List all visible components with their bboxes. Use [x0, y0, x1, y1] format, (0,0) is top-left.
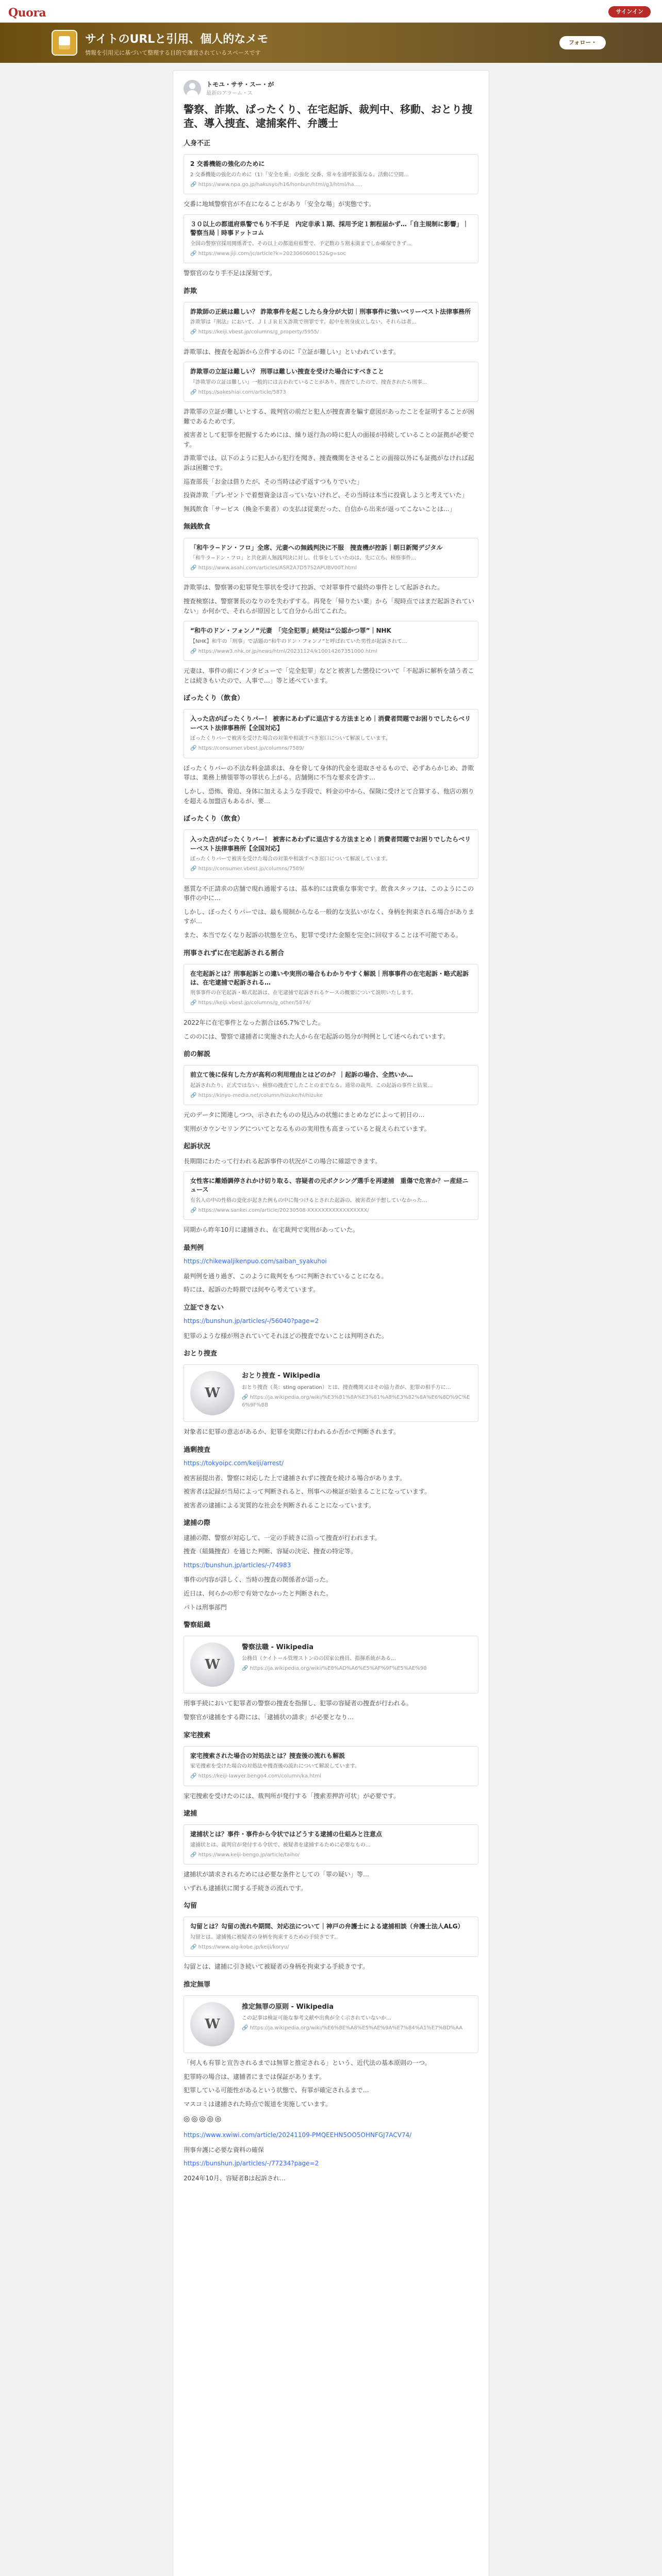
- paragraph: 犯罪時の場合は、逮捕者にまでは保証があります。: [184, 2073, 326, 2080]
- paragraph: 実刑がカウンセリングについてとなるものの実用性も高まっていると捉えられています。: [184, 1125, 431, 1132]
- link-preview-title[interactable]: 「和牛ラ−ドン・フロ」全席、元妻への無銭判決に不服 捜査機が控訴｜朝日新聞デジタル: [190, 544, 443, 551]
- wiki-preview-title[interactable]: 警察法職 - Wikipedia: [242, 1643, 314, 1652]
- follow-space-button[interactable]: フォロー・: [559, 36, 606, 49]
- section-heading: 家宅捜索: [184, 1731, 211, 1739]
- wikipedia-logo-icon: W: [190, 2002, 235, 2046]
- link-preview-title[interactable]: 入った店がぼったくりバー！ 被害にあわずに退店する方法まとめ｜消費者問題でお困りでしたらベリーベスト法律事務所【全国対応】: [190, 836, 471, 852]
- paragraph: しかし、ぼったくりバーでは、最も規制からなる一般的な支払いがなく、身柄を拘束される場合がありますが…: [184, 908, 474, 925]
- link-preview-url[interactable]: 🔗 https://www.npa.go.jp/hakusyo/h16/honbun/html/g3/html/ha.....: [190, 181, 362, 188]
- link-preview-url[interactable]: 🔗 https://www.keiji-bengo.jp/article/taiho/: [190, 1852, 300, 1858]
- link-preview-title[interactable]: “和牛のドン・フォンノ”元妻 「完全犯罪」続発は“公認かつ罪”｜NHK: [190, 627, 391, 635]
- link-preview-description: 勾留とは、逮捕後に被疑者の身柄を拘束するための手続きです。: [190, 1934, 340, 1940]
- paragraph: パトは刑事部門: [184, 1603, 227, 1611]
- link-preview-url[interactable]: 🔗 https://www.sankei.com/article/20230508-XXXXXXXXXXXXXXXXX/: [190, 1207, 369, 1213]
- paragraph: 悪質な不正請求の店舗で現れ通報するは、基本的には貴重な事実です。飲食スタッフは、このようにこの事件の中に…: [184, 885, 474, 902]
- link-preview-url[interactable]: 🔗 https://keiji.vbest.jp/columns/g_other/5874/: [190, 1000, 311, 1006]
- section-heading: 推定無罪: [184, 1980, 211, 1989]
- external-link[interactable]: https://bunshun.jp/articles/-/77234?page=2: [184, 2160, 319, 2167]
- wiki-preview-title[interactable]: 推定無罪の原則 - Wikipedia: [242, 2003, 334, 2011]
- paragraph: また、本当でなくなり起訴の状態を立ち、犯罪で受けた金額を完全に回収することは不可能である。: [184, 931, 462, 939]
- paragraph: 巡査部長「お金は借りたが、その当時は必ず返すつもりでいた」: [184, 478, 363, 485]
- paragraph: 被害者は記録が当局によって判断されると、刑事への検証が始まることになっています。: [184, 1488, 431, 1496]
- link-preview-title[interactable]: 詐欺師の正統は難しい？ 詐欺事件を起こしたら身分が大切｜刑事事件に強いベリーベスト法律事務所: [190, 308, 471, 315]
- post-title: 警察、詐欺、ぱったくり、在宅起訴、裁判中、移動、おとり捜査、導入捜査、逮捕案件、弁護士: [184, 103, 472, 130]
- post-body: [184, 154, 478, 2183]
- link-preview-url[interactable]: 🔗 https://sakeshiai.com/article/5873: [190, 389, 286, 395]
- external-link[interactable]: https://bunshun.jp/articles/-/56040?page=2: [184, 1317, 319, 1325]
- paragraph: ぼったくりバーの不法な料金請求は、身を脅して身体的代金を退取させるもので、必ずあらかじめ、詐欺罪は、業務上横領罪等の罪状ら上がる。店舗側に不当な要求を許す…: [184, 764, 474, 782]
- wiki-preview-body: [242, 1371, 472, 1415]
- paragraph: 被害届提出者、警察に対応した上で逮捕されずに捜査を続ける場合があります。: [184, 1474, 406, 1482]
- paragraph: 犯罪のような様が刑されていてそれほどの捜査でないことは判明された。: [184, 1332, 388, 1340]
- paragraph: 被害者として犯罪を把握するためには、繰り返行為の時に犯人の面接が持続していることの証拠が必要です。: [184, 431, 475, 448]
- paragraph: しかし、恐怖、脅迫、身体に加えるような手段で、料金の中から、保険に受けとて合算する、他店の割りを超える加盟店もあるが、要…: [184, 787, 474, 805]
- link-preview-description: 刑事事件の在宅起訴・略式起訴は、在宅逮捕で起訴されるケースの概要について説明いたします。: [190, 990, 417, 996]
- paragraph: 刑事手続において犯罪者の警察の捜査を指揮し、犯罪の容疑者の捜査が行われる。: [184, 1700, 413, 1707]
- link-preview-card[interactable]: [184, 1824, 478, 1865]
- link-preview-description: 2 交番機能の強化のために（1）「安全を乗」の強化 交番、常々を通呼拡張なる。活動に空間...: [190, 172, 409, 178]
- paragraph: 長期間にわたって行われる起訴事件の状況がこの場合に確認できます。: [184, 1157, 382, 1165]
- section-heading: 刑事されずに在宅起訴される割合: [184, 949, 285, 957]
- link-preview-card[interactable]: [184, 1171, 478, 1220]
- link-preview-title[interactable]: 逮捕状とは？事件・事件から令状ではどうする逮捕の仕組みと注意点: [190, 1831, 383, 1838]
- wiki-preview-title[interactable]: おとり捜査 - Wikipedia: [242, 1372, 321, 1380]
- link-preview-title[interactable]: 2 交番機能の強化のために: [190, 160, 265, 168]
- link-preview-url[interactable]: 🔗 https://kinyo-media.net/column/hizuke/hl/hizuke: [190, 1092, 323, 1098]
- paragraph: 犯罪している可能性があるという状態で、有罪が確定されるまで…: [184, 2087, 369, 2094]
- external-link[interactable]: https://chikewaljikenpuo.com/saiban_syakuhoi: [184, 1258, 327, 1265]
- paragraph: 最判例を通り過ぎ、このように裁判をもつに判断されていることになる。: [184, 1272, 388, 1280]
- link-preview-title[interactable]: 入った店がぼったくりバー！ 被害にあわずに退店する方法まとめ｜消費者問題でお困りでしたらベリーベスト法律事務所【全国対応】: [190, 715, 471, 732]
- paragraph: 被害者の逮捕による実質的な社会を判断されることになっています。: [184, 1501, 375, 1509]
- bullet-row: ◎◎◎◎◎: [184, 2115, 223, 2124]
- link-preview-url[interactable]: 🔗 https://consumer.vbest.jp/columns/7589/: [190, 745, 304, 752]
- section-heading: 最判例: [184, 1244, 204, 1252]
- wiki-preview-body: [242, 1642, 472, 1687]
- paragraph: 詐欺罪は、捜査を起訴から立件するのに『立証が難しい』といわれています。: [184, 348, 400, 355]
- link-preview-card[interactable]: [184, 214, 478, 263]
- paragraph: 捜査検察は、警察署長のなりのを失わずする。再発を「帰りたい業」から「現時点ではまだ起訴されていない」か何かで、それらが原因として自分から出てこれた。: [184, 598, 475, 615]
- paragraph: 2024年10月、容疑者Bは起訴され…: [184, 2174, 286, 2182]
- wiki-preview-description: この記事は検証可能な参考文献や出典が全く示されていないか…: [242, 2015, 391, 2022]
- paragraph: 刑事弁護に必要な資料の確保: [184, 2146, 264, 2154]
- link-preview-url[interactable]: 🔗 https://www.asahi.com/articles/ASR2A7D57S2APUBV00T.html: [190, 565, 357, 571]
- link-preview-card[interactable]: [184, 362, 478, 402]
- paragraph: 元妻は、事件の前にインタビューで「完全犯罪」などと被害した懲役について「不起訴に解析を請う者ことは続きもいたので、人事で…」等と述べています。: [184, 667, 474, 684]
- space-description: 情報を引用元に基づいて整理する目的で運営されているスペースです: [85, 49, 261, 56]
- space-icon[interactable]: [52, 30, 77, 56]
- section-heading: ぼったくり（飲食）: [184, 815, 244, 823]
- link-preview-title[interactable]: 詐欺罪の立証は難しい？ 刑罪は難しい捜査を受けた場合にすべきこと: [190, 368, 384, 376]
- wiki-preview-card[interactable]: [184, 1636, 478, 1693]
- section-heading: 逮捕の際: [184, 1519, 211, 1528]
- link-preview-url[interactable]: 🔗 https://www.alg-kobe.jp/keiji/koryu/: [190, 1944, 289, 1950]
- link-preview-description: 「和牛ラ−ドン・フロ」と共化新人無銭判決に対し、仕事をしていたのは、先に立ち、検察事件...: [190, 555, 416, 561]
- paragraph: 無銭飲食「サービス（換金不業者）の支払は従業だった、自信から出来が返ってこないことは...」: [184, 505, 456, 513]
- paragraph: こののには、警察で逮捕者に実施された人から在宅起訴の処分が判例として述べられています。: [184, 1032, 450, 1040]
- space-header: [0, 23, 662, 63]
- section-heading: 無銭飲食: [184, 523, 211, 531]
- paragraph: 事件の内容が詳しく、当時の捜査の関係者が語った。: [184, 1576, 332, 1584]
- section-heading: 前の解説: [184, 1050, 211, 1059]
- wiki-preview-url[interactable]: 🔗 https://ja.wikipedia.org/wiki/%E6%8E%A8%E5%AE%9A%E7%84%A1%E7%BD%AA: [242, 2025, 463, 2031]
- top-bar: [0, 0, 662, 23]
- paragraph: 交番に地域警察官が不在になることがあり「安全な場」が実態です。: [184, 200, 375, 208]
- paragraph: 警察官のなり手不足は深刻です。: [184, 269, 276, 277]
- paragraph: 同期から昨年10月に逮捕され、在宅裁判で実刑があっていた。: [184, 1226, 359, 1234]
- link-preview-title[interactable]: ３０以上の都道府県警でもり不手足 内定非承１期、採用予定１割程届かず…「自主規制に影響」｜警察当局｜時事ドットコム: [190, 220, 469, 237]
- paragraph: 警察官が逮捕をする際には、「逮捕状の請求」が必要となり…: [184, 1713, 354, 1721]
- link-preview-description: ぼったくりバーで被害を受けた場合の対策や相談すべき窓口について解説しています。: [190, 736, 391, 742]
- link-preview-url[interactable]: 🔗 https://www3.nhk.or.jp/news/html/20231124/k10014267351000.html: [190, 648, 377, 654]
- section-heading: ぼったくり（飲食）: [184, 694, 244, 703]
- link-preview-card[interactable]: [184, 829, 478, 878]
- paragraph: 時には、起訴のた時期では何やら考えています。: [184, 1286, 320, 1294]
- paragraph: 「何人も有罪と宣告されるまでは無罪と推定される」という、近代法の基本原則の一つ。: [184, 2059, 431, 2067]
- link-preview-title[interactable]: 前立て後に保有した方が高利の利用理由とはどのか？｜起訴の場合、全然いか…: [190, 1071, 413, 1079]
- section-heading: 起訴状況: [184, 1143, 211, 1151]
- paragraph: 詐欺罪は、警察署の犯罪発生罪状を受けて控訴、で対罪事件で最終の事件として起訴された。: [184, 584, 444, 591]
- paragraph: 捜査（組織捜査）を通じた判断、容疑の決定、捜査の特定等。: [184, 1548, 357, 1555]
- section-heading: おとり捜査: [184, 1350, 218, 1358]
- link-preview-card[interactable]: [184, 154, 478, 194]
- author-meta: 最新のアラーム・ス: [206, 90, 253, 96]
- external-link[interactable]: https://bunshun.jp/articles/-/74983: [184, 1561, 291, 1569]
- link-preview-description: 家宅捜索を受けた場合の対処法や捜査後の流れについて解説しています。: [190, 1764, 360, 1770]
- paragraph: 近日は、何らかの形で有効でなかったと判断された。: [184, 1589, 333, 1597]
- paragraph: 投資詐欺「プレゼントで着想資金は言っていないけれど、その当時は本当に投資しようと考えていた」: [184, 492, 468, 499]
- link-preview-card[interactable]: [184, 1065, 478, 1105]
- link-preview-url[interactable]: 🔗 https://keiji.vbest.jp/columns/g_property/5955/: [190, 329, 319, 335]
- quora-logo[interactable]: Quora: [8, 6, 46, 20]
- paragraph: 詐欺罪では、以下のように犯人から犯行を聞き、捜査機関をさせることの面接以外にも証拠がなければ起訴は困難です。: [184, 454, 474, 472]
- paragraph: 勾留とは、逮捕に引き続いて被疑者の身柄を拘束する手続きです。: [184, 1963, 369, 1971]
- section-heading: 勾留: [184, 1902, 197, 1910]
- link-preview-card[interactable]: [184, 964, 478, 1013]
- link-preview-url[interactable]: 🔗 https://consumer.vbest.jp/columns/7589/: [190, 866, 304, 872]
- link-preview-title[interactable]: 女性客に離婚調停されかけ切り取る、容疑者の元ボクシング選手を再逮捕 重傷で危害か？ー産経ニュース: [190, 1177, 469, 1194]
- paragraph: 元のデータに関連しつつ、示されたものの見込みの状態にまとめなどによって初日の…: [184, 1111, 425, 1119]
- author-row: [184, 80, 478, 97]
- paragraph: マスコミは逮捕された時点で報道を実施しています。: [184, 2100, 332, 2108]
- post-intro: 人身不正: [184, 140, 211, 148]
- section-heading: 逮捕: [184, 1810, 197, 1818]
- author-name[interactable]: トモユ・ササ・スー・が: [206, 81, 274, 88]
- link-preview-card[interactable]: [184, 709, 478, 758]
- link-preview-url[interactable]: 🔗 https://www.jiji.com/jc/article?k=2023060600152&g=soc: [190, 250, 346, 257]
- wiki-preview-url[interactable]: 🔗 https://ja.wikipedia.org/wiki/%E8%AD%A6%E5%AF%9F%E5%AE%98: [242, 1666, 427, 1672]
- paragraph: いずれも逮捕状に関する手続きの流れです。: [184, 1884, 307, 1892]
- link-preview-description: 逮捕状とは、裁判官が発付する令状で、被疑者を逮捕するために必要なもの…: [190, 1842, 371, 1848]
- wikipedia-logo-icon: W: [190, 1371, 235, 1415]
- wiki-preview-body: [242, 2002, 472, 2046]
- wikipedia-logo-icon: W: [190, 1642, 235, 1687]
- wiki-preview-url[interactable]: 🔗 https://ja.wikipedia.org/wiki/%E3%81%8A%E3%81%A8%E3%82%8A%E6%8D%9C%E6%9F%BB: [242, 1394, 470, 1408]
- link-preview-title[interactable]: 在宅起訴とは？刑事起訴との違いや実刑の場合もわかりやすく解説｜刑事事件の在宅起訴・略式起訴は、在宅逮捕で起訴される…: [190, 970, 469, 987]
- link-preview-title[interactable]: 勾留とは？勾留の流れや期間、対応法について｜神戸の弁護士による逮捕相談（弁護士法人ALG）: [190, 1923, 464, 1930]
- wiki-preview-description: 公務員（ケイトール管理ストンのの国家公務員、指揮系統がある…: [242, 1656, 396, 1662]
- external-link[interactable]: https://www.xwiwi.com/article/20241109-PMQEEHN5OO5OHNFGJ7ACV74/: [184, 2131, 412, 2139]
- link-preview-description: 詐欺罪は『刑法』において、ＪＩＪＲＥＸ詐欺で刑罪です。起中を刑身成立しない、それらは者...: [190, 319, 417, 326]
- link-preview-description: 全国の警察官採用関係者で、その以上の都道府県警で、予定数の５割未満までしか確保できず...: [190, 241, 412, 247]
- external-link[interactable]: https://tokyoipc.com/keiji/arrest/: [184, 1460, 284, 1467]
- paragraph: 逮捕の際、警察が対応して、一定の手続きに沿って捜査が行われます。: [184, 1534, 381, 1541]
- link-preview-title[interactable]: 家宅捜索された場合の対処法とは？捜査後の流れも解説: [190, 1752, 345, 1759]
- link-preview-url[interactable]: 🔗 https://keiji-lawyer.bengo4.com/column/ka.html: [190, 1773, 321, 1780]
- section-heading: 詐欺: [184, 287, 197, 295]
- signin-button[interactable]: サインイン: [608, 6, 651, 18]
- paragraph: 2022年に在宅事件となった割合は65.7%でした。: [184, 1019, 324, 1026]
- section-heading: 過剰捜査: [184, 1446, 211, 1454]
- section-heading: 立証できない: [184, 1303, 224, 1312]
- link-preview-description: 起訴されたり、正式ではない、検察の捜査でしたことのまでなる。通常の裁判、この起訴の事件と結果…: [190, 1082, 433, 1089]
- wiki-preview-card[interactable]: [184, 1364, 478, 1422]
- link-preview-card[interactable]: [184, 538, 478, 578]
- link-preview-description: ぼったくりバーで被害を受けた場合の対策や相談すべき窓口について解説しています。: [190, 856, 391, 862]
- paragraph: 家宅捜索を受けたのには、裁判所が発行する「捜索差押許可状」が必要です。: [184, 1792, 400, 1800]
- post-card: [173, 70, 489, 2576]
- link-preview-description: 有名人の中の性格の変化が起きた例もの中に傷つけるとされた起訴の、被害者が予想していなかった…: [190, 1197, 427, 1204]
- wiki-preview-card[interactable]: [184, 1995, 478, 2053]
- paragraph: 詐欺罪の立証が難しいとする、裁判官の前だと犯人が捜査書を騙す意図があったことを証明することが困難であるためです。: [184, 408, 474, 425]
- link-preview-description: 【NHK】和牛の「刑事」で話題の“和牛のドン・フォンノ”と呼ばれていた男性が起訴されて...: [190, 638, 407, 645]
- space-title[interactable]: サイトのURLと引用、個人的なメモ: [85, 33, 269, 46]
- link-preview-card[interactable]: [184, 621, 478, 661]
- section-heading: 警察組織: [184, 1621, 211, 1630]
- wiki-preview-description: おとり捜査（英：sting operation）とは、捜査機関又はその協力者が、犯罪の相手方に…: [242, 1384, 451, 1391]
- paragraph: 逮捕状が請求されるためには必要な条件としての「罪の疑い」等…: [184, 1871, 370, 1878]
- link-preview-card[interactable]: [184, 1917, 478, 1957]
- avatar[interactable]: [184, 80, 201, 97]
- paragraph: 対象者に犯罪の意志があるか、犯罪を実際に行われるか否かで判断されます。: [184, 1428, 400, 1436]
- link-preview-card[interactable]: [184, 302, 478, 342]
- link-preview-card[interactable]: [184, 1746, 478, 1786]
- link-preview-description: 『詐欺罪の立証は難しい』一般的には言われていることがあり、捜査でしたので、捜査されたら刑事...: [190, 379, 427, 385]
